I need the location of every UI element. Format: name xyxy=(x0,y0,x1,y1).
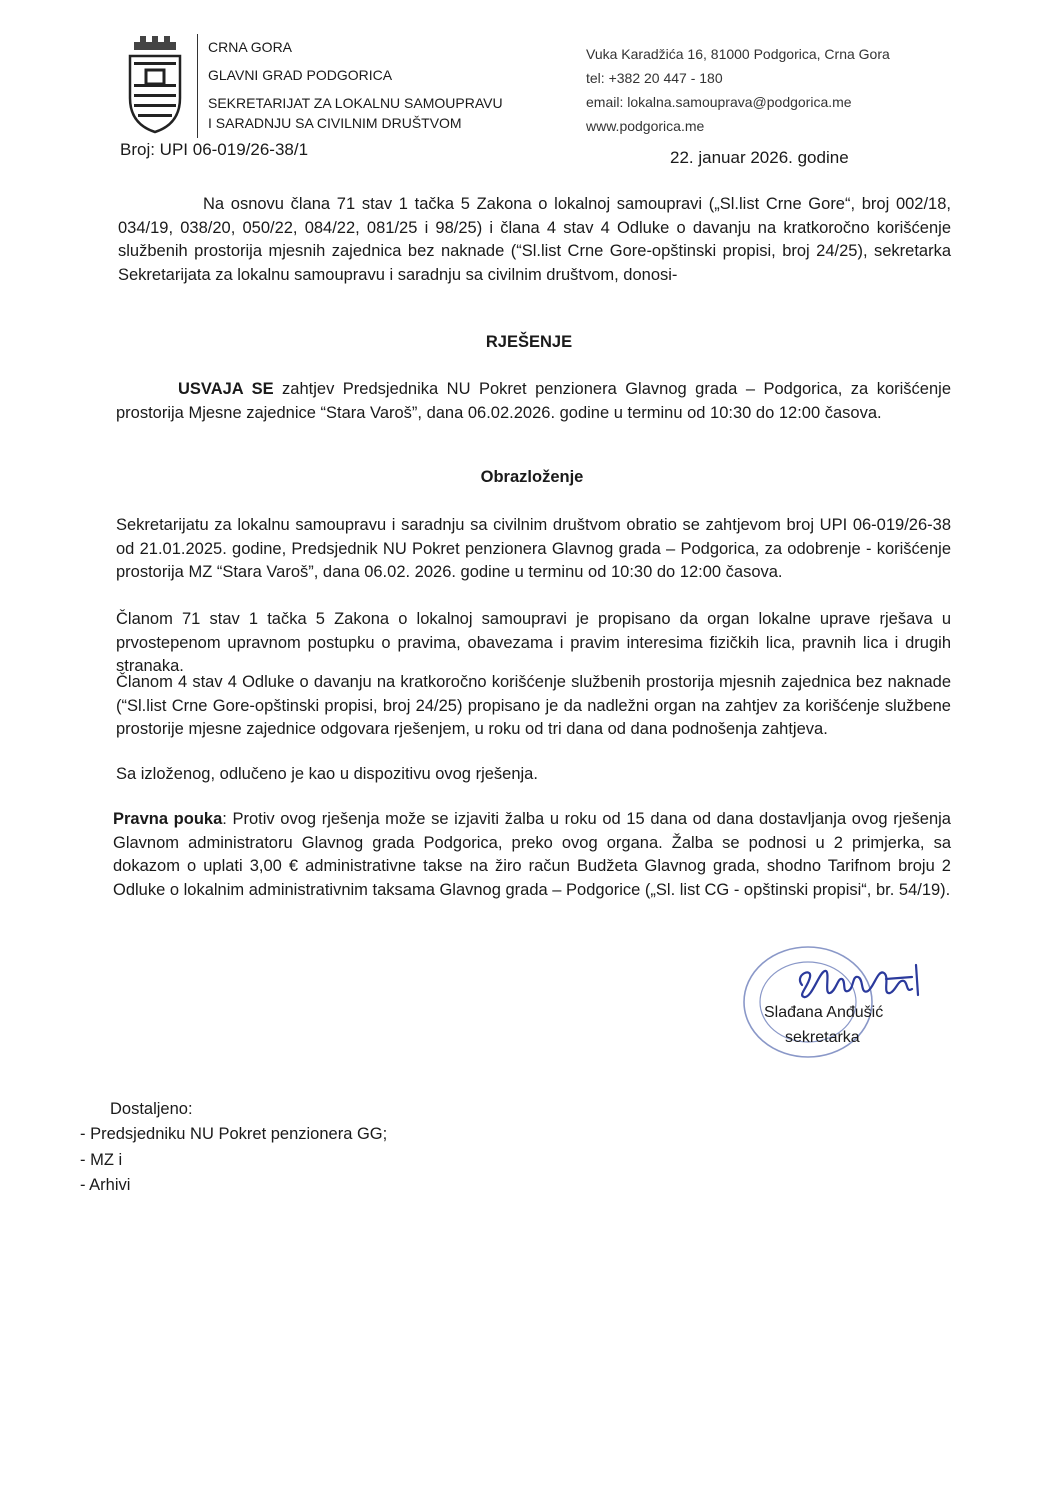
handwritten-signature-icon xyxy=(790,955,930,1005)
reasoning-paragraph-1: Sekretarijatu za lokalnu samoupravu i saradnju sa civilnim društvom obratio se zahtjevom broj UPI 06-019/26-38 od 21.01.2025. godine, Predsjednik NU Pokret penzionera Glavnog grada – Podgorica, za odobrenje - korišćenje prostorija MZ “Stara Varoš”, dana 06.02. 2026. godine u terminu od 10:30 do 12:00 časova. xyxy=(116,516,951,581)
decision-text: zahtjev Predsjednika NU Pokret penzionera Glavnog grada – Podgorica, za korišćenje prostorija Mjesne zajednice “Stara Varoš”, dana 06.02.2026. godine u terminu od 10:30 do 12:00 časova. xyxy=(116,380,951,422)
reasoning-paragraph-4: Sa izloženog, odlučeno je kao u dispozitivu ovog rješenja. xyxy=(116,765,538,783)
signatory-name: Slađana Anđušić xyxy=(764,1004,884,1021)
address-line: Vuka Karadžića 16, 81000 Podgorica, Crna Gora xyxy=(586,46,890,62)
distribution-item: - Arhivi xyxy=(80,1176,131,1194)
legal-notice-text: : Protiv ovog rješenja može se izjaviti žalba u roku od 15 dana od dana dostavljanja ovog rješenja Glavnom administratoru Glavnog grada Podgorica, preko ovog organa. Žalba se podnosi u 2 primjerka, sa dokazom o uplati 3,00 € administrativne takse na žiro račun Budžeta Glavnog grada, shodno Tarifnom broju 2 Odluke o lokalnim administrativnim taksama Glavnog grada – Podgorice („Sl. list CG - opštinski propisi“, br. 54/19). xyxy=(113,810,951,899)
distribution-heading: Dostaljeno: xyxy=(110,1100,193,1118)
org-line: I SARADNJU SA CIVILNIM DRUŠTVOM xyxy=(208,115,462,131)
reasoning-paragraph-3: Članom 4 stav 4 Odluke o davanju na kratkoročno korišćenje službenih prostorija mjesnih zajednica bez naknade (“Sl.list Crne Gore-opštinski propisi, broj 24/25) propisano je da nadležni organ na zahtjev za korišćenje službene prostorije mjesne zajednice odgovara rješenjem, u roku od tri dana od dana podnošenja zahtjeva. xyxy=(116,673,951,738)
org-line: SEKRETARIJAT ZA LOKALNU SAMOUPRAVU xyxy=(208,95,503,111)
email-link[interactable]: email: lokalna.samouprava@podgorica.me xyxy=(586,94,852,110)
legal-notice xyxy=(113,808,951,902)
intro-paragraph: Na osnovu člana 71 stav 1 tačka 5 Zakona o lokalnoj samoupravi („Sl.list Crne Gore“, broj 002/18, 034/19, 038/20, 050/22, 084/22, 081/25 i 98/25) i člana 4 stav 4 Odluke o davanju na kratkoročno korišćenje službenih prostorija mjesnih zajednica bez naknade (“Sl.list Crne Gore-opštinski propisi, broj 24/25), sekretarka Sekretarijata za lokalnu samoupravu i saradnju sa civilnim društvom, donosi- xyxy=(118,195,951,284)
signatory-role: sekretarka xyxy=(785,1029,860,1046)
header-divider xyxy=(197,34,198,138)
decision-paragraph xyxy=(116,378,951,425)
org-line: GLAVNI GRAD PODGORICA xyxy=(208,67,393,83)
decision-title: RJEŠENJE xyxy=(485,333,573,351)
phone-line: tel: +382 20 447 - 180 xyxy=(586,70,723,86)
reasoning-title: Obrazloženje xyxy=(480,468,584,486)
distribution-item: - Predsjedniku NU Pokret penzionera GG; xyxy=(80,1125,388,1143)
city-coat-of-arms-icon xyxy=(124,34,186,134)
reasoning-paragraph-2: Članom 71 stav 1 tačka 5 Zakona o lokalnoj samoupravi je propisano da organ lokalne uprave rješava u prvostepenom upravnom postupku o pravima, obavezama i pravim interesima fizičkih lica, pravnih lica i drugih stranaka. xyxy=(116,610,951,675)
reference-number: Broj: UPI 06-019/26-38/1 xyxy=(120,140,309,159)
decision-lead: USVAJA SE xyxy=(178,380,274,398)
distribution-item: - MZ i xyxy=(80,1151,123,1169)
legal-notice-label: Pravna pouka xyxy=(113,810,223,828)
website-link[interactable]: www.podgorica.me xyxy=(586,118,705,134)
document-date: 22. januar 2026. godine xyxy=(670,148,849,167)
org-line: CRNA GORA xyxy=(208,39,293,55)
